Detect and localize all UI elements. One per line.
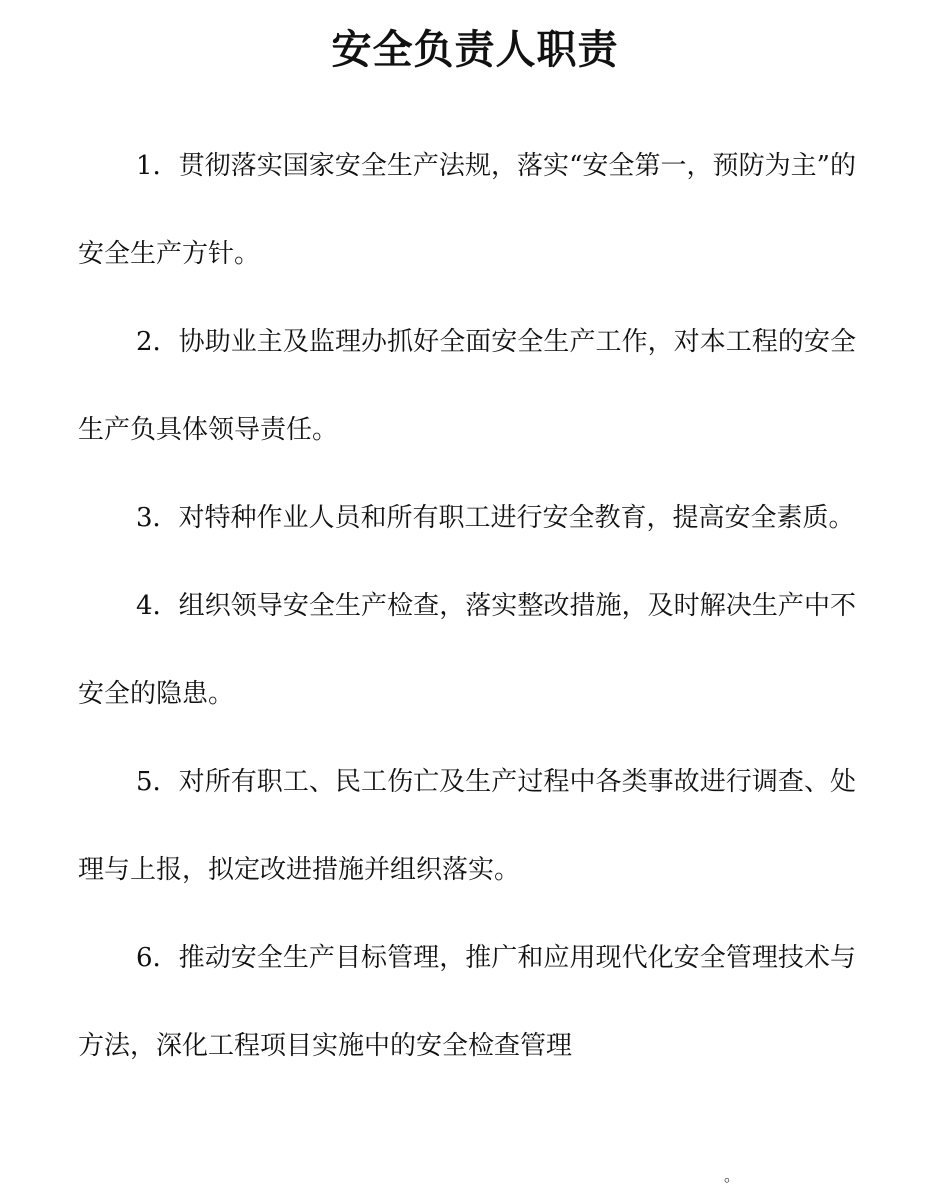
duty-item-5: 5．对所有职工、民工伤亡及生产过程中各类事故进行调查、处理与上报，拟定改进措施并组织落实。 (78, 767, 856, 885)
duty-item-6: 6．推动安全生产目标管理，推广和应用现代化安全管理技术与方法，深化工程项目实施中的安全检查管理 (78, 943, 856, 1061)
duty-list (78, 122, 856, 1090)
duty-item-3: 3．对特种作业人员和所有职工进行安全教育，提高安全素质。 (136, 503, 855, 533)
duty-item-4: 4．组织领导安全生产检查，落实整改措施，及时解决生产中不安全的隐患。 (78, 591, 856, 709)
document-title: 安全负责人职责 (331, 27, 619, 73)
duty-item-1: 1．贯彻落实国家安全生产法规，落实“安全第一，预防为主”的安全生产方针。 (78, 151, 856, 269)
duty-item-2: 2．协助业主及监理办抓好全面安全生产工作，对本工程的安全生产负具体领导责任。 (78, 327, 856, 445)
trailing-period: 。 (724, 1166, 741, 1185)
